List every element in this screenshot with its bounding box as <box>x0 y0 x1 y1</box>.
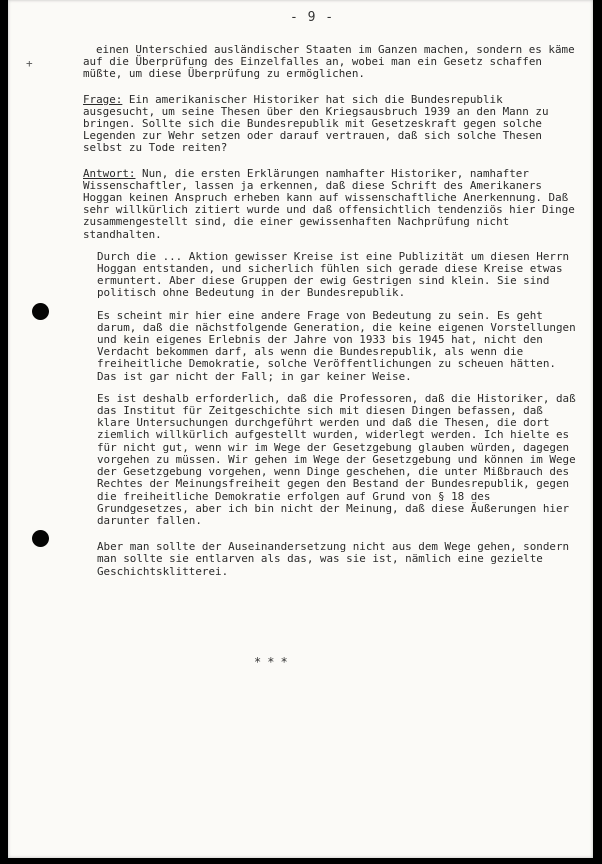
page-number: - 9 - <box>290 10 335 25</box>
punch-hole-top <box>32 303 49 320</box>
answer-paragraph-1: Durch die ... Aktion gewisser Kreise ist eine Publizität um diesen Herrn Hoggan entstanden, und sicherlich fühlen sich gerade diese Kreise etwas ermuntert. Aber diese Gruppen der ewig Gestrigen sind klein. Sie sind politisch ohne Bedeutung in der Bundesrepublik. <box>97 249 570 300</box>
answer-paragraph-4: Aber man sollte der Auseinandersetzung nicht aus dem Wege gehen, sondern man sollte sie entlarven als das, was sie ist, nämlich eine gezielte Geschichtsklitterei. <box>97 540 570 578</box>
document-page <box>8 0 593 858</box>
opening-paragraph: einen Unterschied ausländischer Staaten im Ganzen machen, sondern es käme auf die Überprüfung des Einzelfalles an, wobei man ein Gesetz schaffen müßte, um diese Überprüfung zu ermöglichen. <box>83 43 575 81</box>
answer-text: Nun, die ersten Erklärungen namhafter Historiker, namhafter Wissenschaftler, lassen ja erkennen, daß diese Schrift des Amerikaners Hoggan keinen Anspruch erheben kann auf wissenschaftliche Anerkennung. Daß sehr willkürlich zitiert wurde und daß offensichtlich tendenziös hier Dinge zusammengestellt sind, die einer gewissenhaften Nachprüfung nicht standhalten. <box>83 166 575 241</box>
question-text: Ein amerikanischer Historiker hat sich die Bundesrepublik ausgesucht, um seine Thesen über den Kriegsausbruch 1939 an den Mann zu bringen. Sollte sich die Bundesrepublik mit Gesetzeskraft gegen solche Legenden zur Wehr setzen oder darauf vertrauen, daß sich solche Thesen selbst zu Tode reiten? <box>83 92 549 155</box>
answer-block <box>83 168 578 241</box>
answer-paragraph-2: Es scheint mir hier eine andere Frage von Bedeutung zu sein. Es geht darum, daß die nächstfolgende Generation, die keine eigenen Vorstellungen und kein eigenes Erlebnis der Jahre von 1933 bis 1945 hat, nicht den Verdacht bekommen darf, als wenn die Bundesrepublik, als wenn die freiheitliche Demokratie, solche Veröffentlichungen zu scheuen hätten. Das ist gar nicht der Fall; in gar keiner Weise. <box>97 308 576 383</box>
margin-mark: + <box>26 57 33 70</box>
answer-label: Antwort: <box>83 166 136 180</box>
question-label: Frage: <box>83 92 123 106</box>
answer-paragraph-3: Es ist deshalb erforderlich, daß die Professoren, daß die Historiker, daß das Institut für Zeitgeschichte sich mit diesen Dingen befassen, daß klare Untersuchungen durchgeführt werden und daß die Thesen, die dort ziemlich willkürlich aufgestellt wurden, widerlegt werden. Ich hielte es für nicht gut, wenn wir im Wege der Gesetzgebung glauben würden, dagegen vorgehen zu müssen. Wir gehen im Wege der Gesetzgebung und können im Wege der Gesetzgebung vorgehen, wenn Dinge geschehen, die unter Mißbrauch des Rechtes der Meinungsfreiheit gegen den Bestand der Bundesrepublik, gegen die freiheitliche Demokratie erfolgen auf Grund von § 18 des Grundgesetzes, aber ich bin nicht der Meinung, daß diese Äußerungen hier darunter fallen. <box>97 391 576 527</box>
punch-hole-bottom <box>32 530 49 547</box>
document-body <box>83 44 578 578</box>
section-separator: *** <box>254 655 294 669</box>
question-block <box>83 94 578 155</box>
